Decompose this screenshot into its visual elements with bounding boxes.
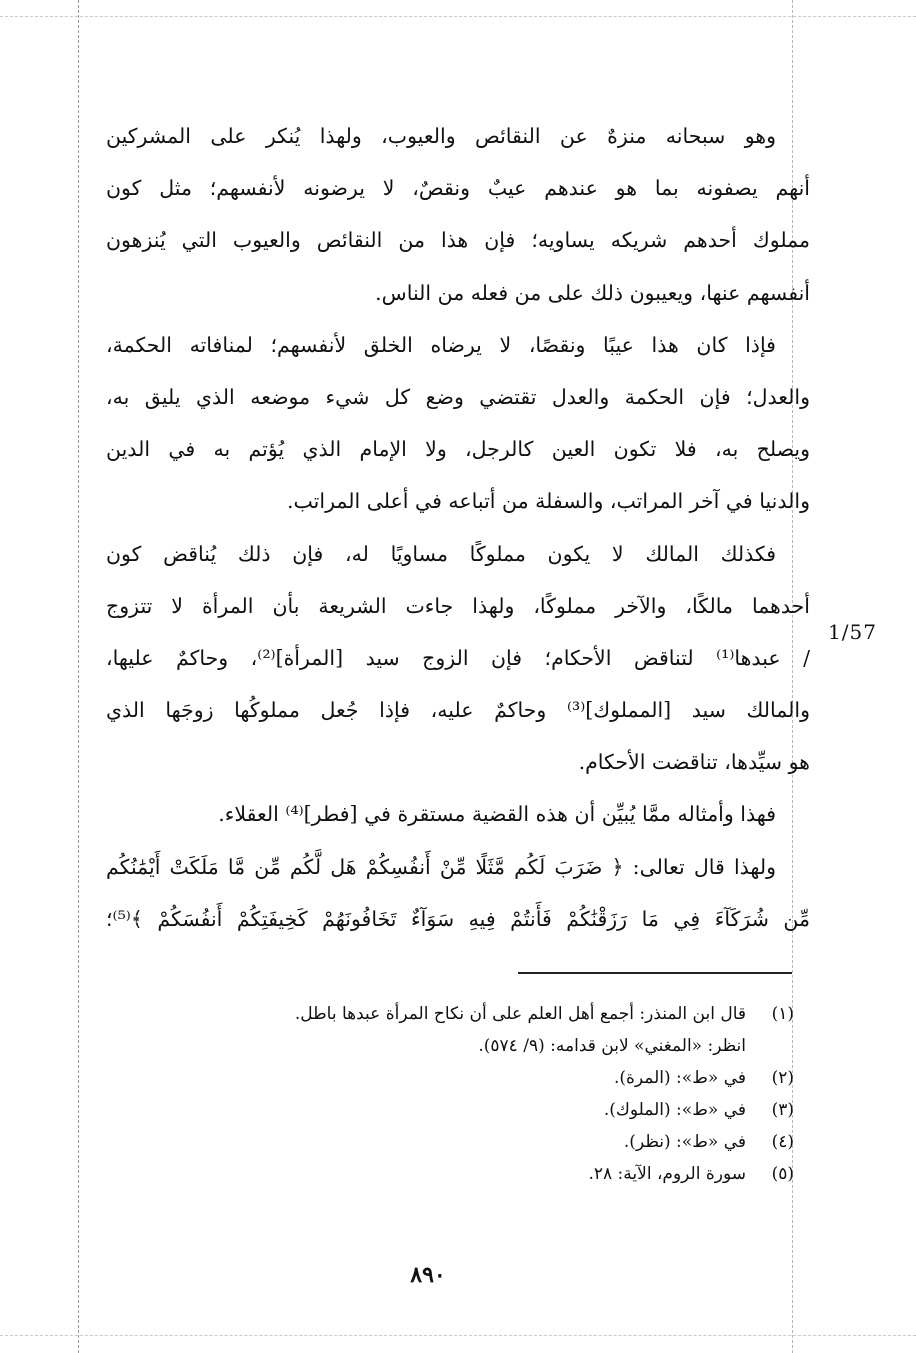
text-line: فإذا كان هذا عيبًا ونقصًا، لا يرضاه الخلق لأنفسهم؛ لمنافاته الحكمة، xyxy=(106,332,776,357)
footnote-text: انظر: «المغني» لابن قدامه: (٩/ ٥٧٤). xyxy=(478,1036,746,1056)
footnote-text: في «ط»: (نظر). xyxy=(623,1132,746,1152)
margin-reference: 1/57 xyxy=(828,620,877,644)
quran-verse-line: مِّن شُرَكَآءَ فِي مَا رَزَقْنَٰكُمْ فَأَنتُمْ فِيهِ سَوَآءٌ تَخَافُونَهُمْ كَخِيفَتِكُمْ أَنفُسَكُمْ ﴾⁽⁵⁾؛ xyxy=(106,906,810,931)
text-line: أنهم يصفونه بما هو عندهم عيبٌ ونقصٌ، لا يرضونه لأنفسهم؛ مثل كون xyxy=(106,176,810,201)
footnote xyxy=(174,1158,794,1190)
footnote xyxy=(174,998,794,1030)
text-line: والدنيا في آخر المراتب، والسفلة من أتباعه في أعلى المراتب. xyxy=(287,489,810,514)
text-line: والمالك سيد [المملوك]⁽³⁾ وحاكمٌ عليه، فإذا جُعل مملوكُها زوجَها الذي xyxy=(106,698,810,723)
footnote xyxy=(174,1126,794,1158)
footnote-continuation xyxy=(174,1030,794,1062)
footnote xyxy=(174,1062,794,1094)
scan-guide-top xyxy=(0,16,916,17)
text-line: وهو سبحانه منزهٌ عن النقائص والعيوب، ولهذا يُنكر على المشركين xyxy=(106,124,776,148)
footnote-number: (٤) xyxy=(771,1132,794,1152)
footnote-number: (٣) xyxy=(771,1100,794,1120)
footnote-text: قال ابن المنذر: أجمع أهل العلم على أن نكاح المرأة عبدها باطل. xyxy=(294,1004,746,1024)
footnote-separator xyxy=(518,972,792,974)
text-line: فكذلك المالك لا يكون مملوكًا مساويًا له، فإن ذلك يُناقض كون xyxy=(106,541,776,566)
page-number: ٨٩٠ xyxy=(410,1262,446,1288)
footnote-text: في «ط»: (الملوك). xyxy=(603,1100,746,1120)
footnote xyxy=(174,1094,794,1126)
quran-verse-line: ولهذا قال تعالى: ﴿ ضَرَبَ لَكُم مَّثَلًا مِّنْ أَنفُسِكُمْ هَل لَّكُم مِّن مَّا مَلَكَتْ أَيْمَٰنُكُم xyxy=(106,854,776,879)
scan-guide-bottom xyxy=(0,1335,916,1336)
main-text xyxy=(106,110,810,945)
text-line: مملوك أحدهم شريكه يساويه؛ فإن هذا من النقائص والعيوب التي يُنزهون xyxy=(106,228,810,253)
text-line: / عبدها⁽¹⁾ لتناقض الأحكام؛ فإن الزوج سيد [المرأة]⁽²⁾، وحاكمٌ عليها، xyxy=(106,645,810,670)
text-line: ويصلح به، فلا تكون العين كالرجل، ولا الإمام الذي يُؤتم به في الدين xyxy=(106,437,810,462)
text-line: هو سيِّدها، تناقضت الأحكام. xyxy=(578,750,810,775)
text-line: أنفسهم عنها، ويعيبون ذلك على من فعله من الناس. xyxy=(375,280,810,305)
text-line: فهذا وأمثاله ممَّا يُبيِّن أن هذه القضية مستقرة في [فطر]⁽⁴⁾ العقلاء. xyxy=(218,802,776,827)
footnote-number: (٢) xyxy=(771,1068,794,1088)
footnote-text: في «ط»: (المرة). xyxy=(613,1068,746,1088)
footnote-number: (٥) xyxy=(771,1164,794,1184)
scan-guide-left xyxy=(78,0,79,1353)
text-line: والعدل؛ فإن الحكمة والعدل تقتضي وضع كل شيء موضعه الذي يليق به، xyxy=(106,384,810,409)
footnotes xyxy=(174,998,794,1190)
footnote-text: سورة الروم، الآية: ٢٨. xyxy=(588,1164,746,1184)
footnote-number: (١) xyxy=(771,1004,794,1024)
text-line: أحدهما مالكًا، والآخر مملوكًا، ولهذا جاءت الشريعة بأن المرأة لا تتزوج xyxy=(106,593,810,618)
